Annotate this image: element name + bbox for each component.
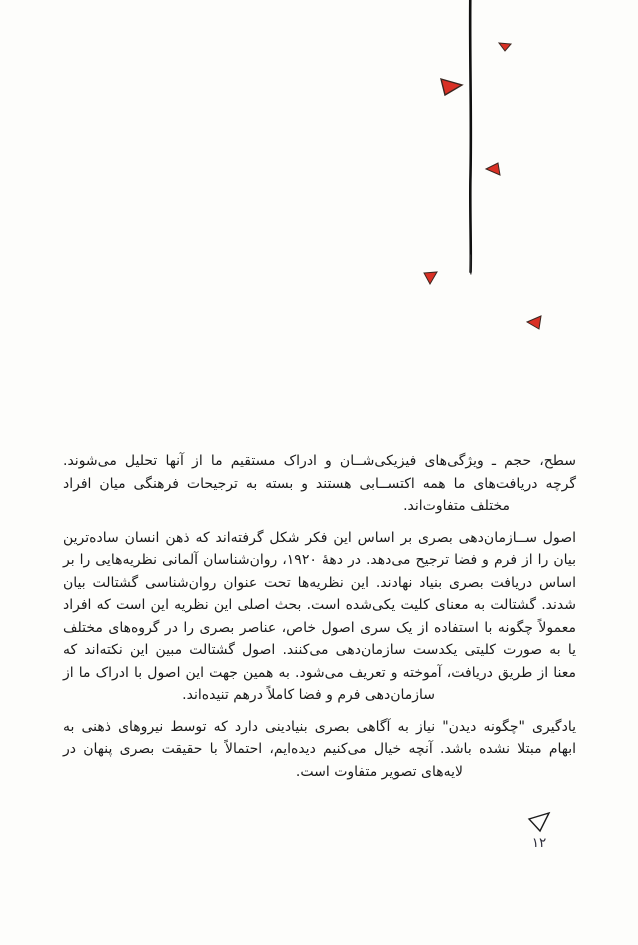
text-line: شدند. گشتالت به معنای کلیت یکی‌شده است. بحث اصلی این نظریه این است که افراد <box>63 597 576 613</box>
outline-triangle-icon <box>529 813 549 831</box>
red-triangle-icon <box>441 79 462 95</box>
text-line: یادگیری "چگونه دیدن" نیاز به آگاهی بصری بنیادینی دارد که توسط نیروهای ذهنی به <box>63 718 576 735</box>
text-line: بیان را از فرم و فضا ترجیح می‌دهد. در دهۀ ۱۹۲۰، روان‌شناسان آلمانی نظریه‌هایی را بر <box>63 552 576 568</box>
text-line: مختلف متفاوت‌اند. <box>403 498 510 514</box>
text-line: سطح، حجم ـ ویژگی‌های فیزیکی‌شــان و ادراک مستقیم ما از آنها تحلیل می‌شوند. <box>63 453 576 469</box>
text-line: معنا از طریق دریافت، آموخته و تعریف می‌شود. به همین جهت این اصول با ادراک ما از <box>63 664 576 681</box>
red-triangle-icon <box>499 43 511 51</box>
text-line: ابهام مبتلا نشده باشد. آنچه خیال می‌کنیم دیده‌ایم، احتمالاً با حقیقت بصری پنهان در <box>63 741 576 757</box>
paragraph-2 <box>63 527 576 707</box>
red-triangle-icon <box>424 272 437 284</box>
text-line: سازمان‌دهی فرم و فضا کاملاً درهم تنیده‌اند. <box>182 687 435 703</box>
text-line: لایه‌های تصویر متفاوت است. <box>295 763 463 780</box>
text-line: اصول ســازمان‌دهی بصری بر اساس این فکر شکل گرفته‌اند که ذهن انسان ساده‌ترین <box>63 529 576 546</box>
text-line: اساس دریافت بصری بنیاد نهادند. این نظریه‌ها تحت عنوان روان‌شناسی گشتالت بیان <box>63 574 576 591</box>
body-text <box>63 450 576 783</box>
text-line: گرچه دریافت‌های ما همه اکتســابی هستند و بسته به ترجیحات فرهنگی میان افراد <box>63 475 576 492</box>
red-triangle-icon <box>486 163 500 175</box>
text-line: معمولاً چگونه با استفاده از یک سری اصول خاص، عناصر بصری را در گروه‌های مختلف <box>63 619 576 636</box>
text-line: یا به صورت کلیتی یکدست سازمان‌دهی می‌کنند. اصول گشتالت مبین این نکته‌اند که <box>63 642 576 658</box>
page-number: ۱۲ <box>531 835 547 851</box>
ink-line <box>470 0 471 272</box>
paragraph-1 <box>63 450 576 518</box>
paragraph-3 <box>63 716 576 784</box>
red-triangle-icon <box>527 316 541 329</box>
